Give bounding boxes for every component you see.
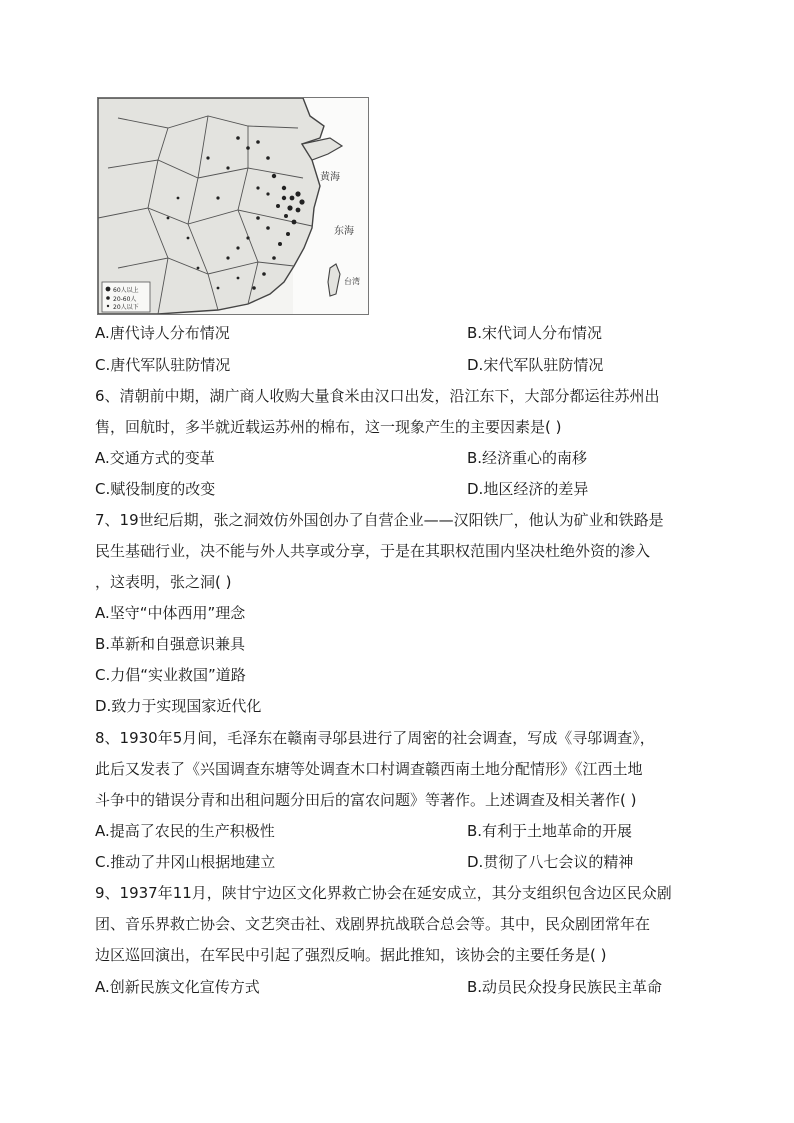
q5-option-b[interactable]: B.宋代词人分布情况	[467, 324, 603, 342]
q8-stem-line: 此后又发表了《兴国调查东塘等处调查木口村调查赣西南土地分配情形》《江西土地	[95, 760, 643, 778]
q8-option-d[interactable]: D.贯彻了八七会议的精神	[467, 853, 634, 871]
q5-option-row	[95, 355, 604, 375]
q5-option-row	[95, 323, 603, 343]
q7-option-d[interactable]: D.致力于实现国家近代化	[95, 697, 262, 715]
map-legend-item: 20-60人	[113, 296, 137, 303]
q8-option-a[interactable]: A.提高了农民的生产积极性	[95, 822, 275, 840]
q7-option-b[interactable]: B.革新和自强意识兼具	[95, 635, 246, 653]
map-legend-item: 20人以下	[113, 304, 139, 311]
q7-stem-line: ，这表明，张之洞( )	[95, 573, 232, 591]
q7-option-a[interactable]: A.坚守“中体西用”理念	[95, 604, 246, 622]
q9-option-a[interactable]: A.创新民族文化宣传方式	[95, 978, 260, 996]
q7-stem-line: 民生基础行业，决不能与外人共享或分享，于是在其职权范围内坚决杜绝外资的渗入	[95, 542, 651, 560]
map-drawing	[98, 98, 368, 314]
historical-map-figure	[97, 97, 369, 315]
q8-option-row	[95, 852, 634, 872]
q6-stem-line: 6、清朝前中期，湖广商人收购大量食米由汉口出发，沿江东下，大部分都运往苏州出	[95, 387, 660, 405]
q9-stem-line: 9、1937年11月，陕甘宁边区文化界救亡协会在延安成立，其分支组织包含边区民众剧	[95, 884, 672, 902]
q6-option-c[interactable]: C.赋役制度的改变	[95, 480, 216, 498]
q9-option-b[interactable]: B.动员民众投身民族民主革命	[467, 978, 663, 996]
q9-stem-line: 边区巡回演出，在军民中引起了强烈反响。据此推知，该协会的主要任务是( )	[95, 946, 607, 964]
q6-option-a[interactable]: A.交通方式的变革	[95, 449, 215, 467]
map-label-taiwan: 台湾	[344, 277, 360, 286]
q8-option-b[interactable]: B.有利于土地革命的开展	[467, 822, 633, 840]
q5-option-a[interactable]: A.唐代诗人分布情况	[95, 324, 230, 342]
q9-stem-line: 团、音乐界救亡协会、文艺突击社、戏剧界抗战联合总会等。其中，民众剧团常年在	[95, 915, 651, 933]
q6-option-row	[95, 479, 589, 499]
q8-stem-line: 8、1930年5月间，毛泽东在赣南寻邬县进行了周密的社会调查，写成《寻邬调查》，	[95, 729, 655, 747]
q6-stem-line: 售，回航时，多半就近载运苏州的棉布，这一现象产生的主要因素是( )	[95, 418, 562, 436]
q7-option-c[interactable]: C.力倡“实业救国”道路	[95, 666, 246, 684]
q6-option-b[interactable]: B.经济重心的南移	[467, 449, 588, 467]
q5-option-c[interactable]: C.唐代军队驻防情况	[95, 356, 231, 374]
q5-option-d[interactable]: D.宋代军队驻防情况	[467, 356, 604, 374]
map-label-yellow-sea: 黄海	[320, 172, 340, 183]
q8-stem-line: 斗争中的错误分青和出租问题分田后的富农问题》等著作。上述调查及相关著作( )	[95, 791, 637, 809]
q6-option-row	[95, 448, 588, 468]
map-legend-item: 60人以上	[113, 287, 139, 294]
q8-option-row	[95, 821, 633, 841]
q6-option-d[interactable]: D.地区经济的差异	[467, 480, 589, 498]
q8-option-c[interactable]: C.推动了井冈山根据地建立	[95, 853, 276, 871]
q9-option-row	[95, 977, 663, 997]
q7-stem-line: 7、19世纪后期，张之洞效仿外国创办了自营企业——汉阳铁厂，他认为矿业和铁路是	[95, 511, 664, 529]
map-label-east-sea: 东海	[334, 226, 354, 237]
